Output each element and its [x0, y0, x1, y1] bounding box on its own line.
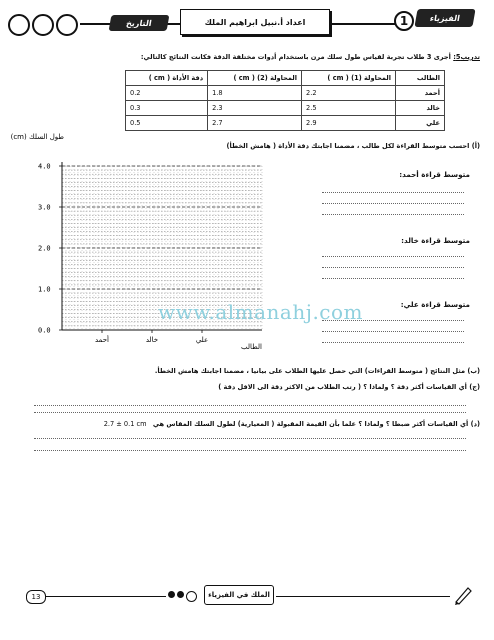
exercise-text: أجرى 3 طلاب تجربة لقياس طول سلك مرن باستخدام أدوات مختلفة الدقة فكانت النتائج كالتالي: — [140, 53, 451, 61]
page-number — [26, 590, 46, 604]
y-tick-label: 0.0 — [38, 326, 51, 335]
table-header-cell: المحاولة (2) ( cm ) — [208, 71, 302, 86]
table-row — [126, 101, 445, 116]
question-c: (ج) أي القياسات أكثر دقة ؟ ولماذا ؟ ( رتب الطلاب من الاكثر دقة الى الاقل دقة ) — [218, 383, 480, 391]
page-number-text: 13 — [31, 593, 41, 601]
answer-line[interactable] — [322, 203, 464, 204]
footer-dot-icon — [177, 591, 184, 598]
header-circle-2 — [32, 14, 54, 36]
footer-rule-right — [276, 596, 450, 597]
answer-line[interactable] — [322, 342, 464, 343]
question-a: (أ) احسب متوسط القراءة لكل طالب ، مضمنا اجابتك دقة الأداة ( هامش الخطأ) — [226, 142, 480, 150]
header-number: 1 — [399, 14, 409, 28]
footer-rule-left — [46, 596, 166, 597]
answer-line[interactable] — [322, 278, 464, 279]
table-header-row — [126, 71, 445, 86]
question-d-text: (د) أي القياسات أكثر ضبطا ؟ ولماذا ؟ علما بأن القيمة المقبولة ( المعيارية) لطول السلك المقاس هي — [152, 420, 480, 428]
y-ticks — [38, 163, 62, 335]
footer-ring-icon — [186, 591, 197, 602]
average-label-khaled: متوسط قراءة خالد: — [401, 236, 470, 245]
footer-dot-icon — [168, 591, 175, 598]
header-circle-1 — [8, 14, 30, 36]
header-circle-3 — [56, 14, 78, 36]
subject-label: الفيزياء — [429, 13, 461, 23]
exercise-label: تدريب5: — [453, 53, 480, 61]
x-categories — [95, 330, 208, 344]
student-name: أحمد — [396, 86, 445, 101]
x-category-label: خالد — [145, 336, 159, 344]
answer-line[interactable] — [34, 450, 466, 451]
y-axis-label: طول السلك (cm) — [10, 133, 64, 141]
footer-brand-box — [204, 585, 274, 605]
header-author-box — [180, 9, 330, 35]
precision-value: 0.3 — [126, 101, 208, 116]
exercise-prompt — [141, 53, 480, 61]
average-label-ahmad: متوسط قراءة أحمد: — [399, 170, 470, 179]
footer-brand: الملك في الفيزياء — [208, 591, 270, 599]
header-date-tag — [109, 15, 170, 31]
answer-line[interactable] — [322, 192, 464, 193]
trial-2-value: 2.3 — [208, 101, 302, 116]
pen-icon — [452, 584, 474, 606]
precision-value: 0.2 — [126, 86, 208, 101]
answer-line[interactable] — [322, 256, 464, 257]
x-category-label: أحمد — [95, 336, 109, 344]
y-tick-label: 4.0 — [38, 162, 51, 171]
precision-value: 0.5 — [126, 116, 208, 131]
y-tick-label: 3.0 — [38, 203, 51, 212]
trial-2-value: 1.8 — [208, 86, 302, 101]
answer-line[interactable] — [34, 405, 466, 406]
footer-dots — [168, 591, 197, 602]
header-subject-tag — [414, 9, 475, 27]
x-axis-label: الطالب — [241, 343, 262, 351]
watermark: www.almanahj.com — [158, 300, 364, 324]
x-category-label: علي — [195, 336, 209, 344]
trial-1-value: 2.5 — [302, 101, 396, 116]
date-label: التاريخ — [125, 18, 153, 28]
answer-line[interactable] — [322, 267, 464, 268]
table-header-cell: المحاولة (1) ( cm ) — [302, 71, 396, 86]
answer-line[interactable] — [322, 214, 464, 215]
question-d — [104, 420, 480, 428]
answer-line[interactable] — [34, 438, 466, 439]
trial-2-value: 2.7 — [208, 116, 302, 131]
table-header-cell: دقة الأداة ( cm ) — [126, 71, 208, 86]
table-header-cell: الطالب — [396, 71, 445, 86]
question-b: (ب) مثل النتائج ( متوسط القراءات) التي حصل عليها الطلاب على بيانيا ، مضمنا اجابتك هامش الخطأ. — [154, 367, 480, 375]
table-row — [126, 86, 445, 101]
trial-1-value: 2.9 — [302, 116, 396, 131]
y-tick-label: 1.0 — [38, 285, 51, 294]
data-table — [125, 70, 445, 131]
average-label-ali: متوسط قراءة علي: — [400, 300, 470, 309]
answer-line[interactable] — [34, 412, 466, 413]
table-row — [126, 116, 445, 131]
student-name: علي — [396, 116, 445, 131]
student-name: خالد — [396, 101, 445, 116]
author-text: اعداد أ.نبيل ابراهيم الملك — [204, 17, 306, 27]
trial-1-value: 2.2 — [302, 86, 396, 101]
accepted-value: 2.7 ± 0.1 cm — [103, 420, 147, 428]
y-tick-label: 2.0 — [38, 244, 51, 253]
answer-line[interactable] — [322, 331, 464, 332]
header-number-badge — [394, 11, 414, 31]
